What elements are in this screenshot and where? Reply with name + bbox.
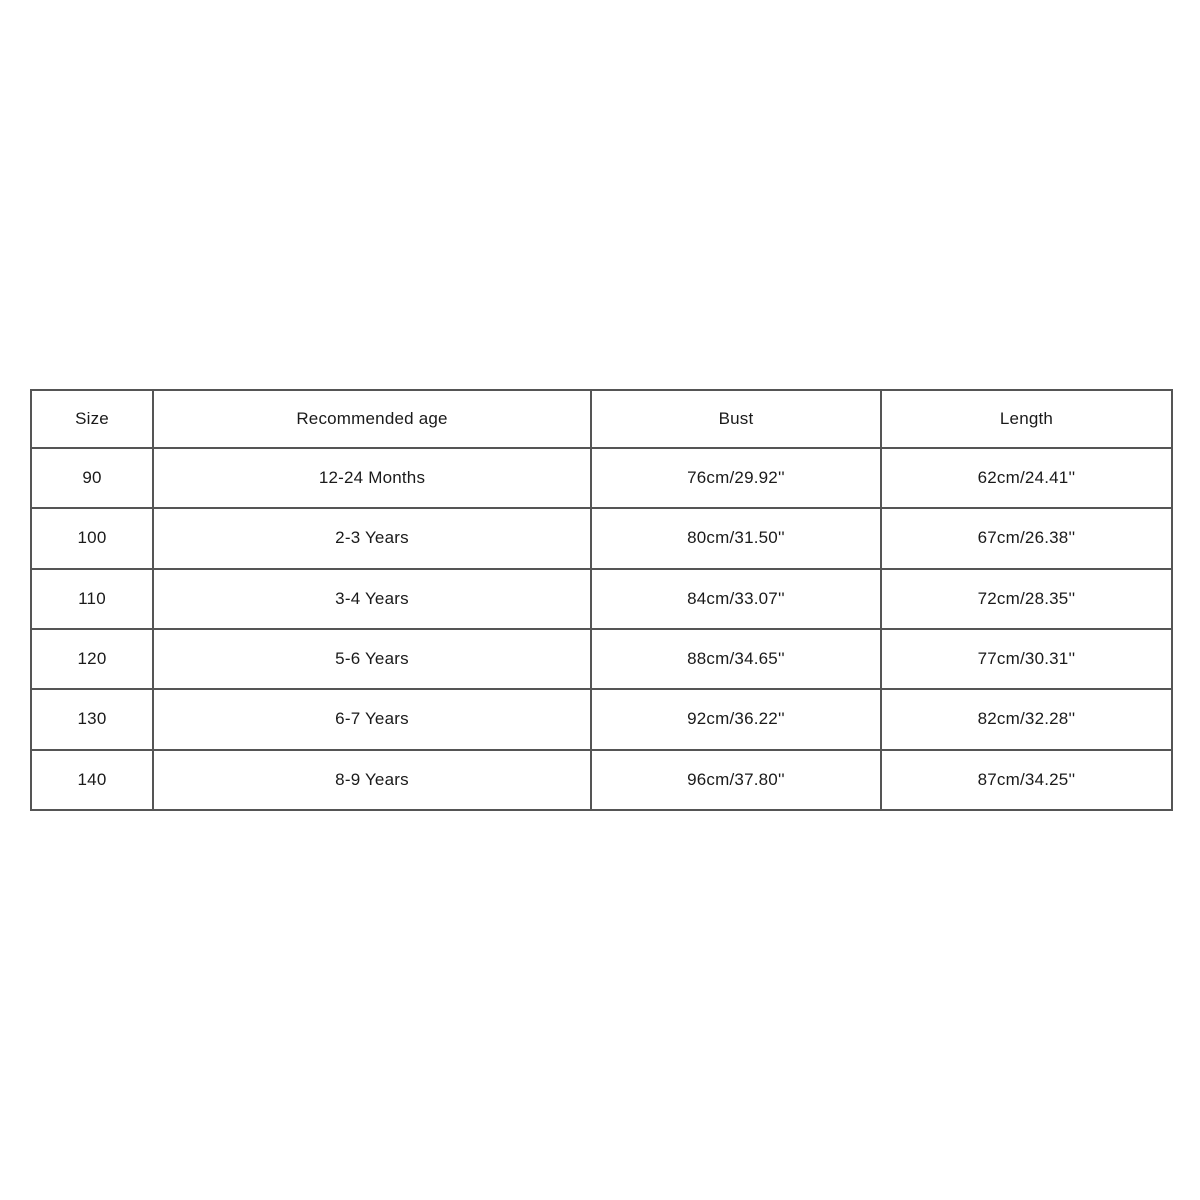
cell-recommended-age: 5-6 Years [153, 629, 591, 689]
header-length: Length [881, 390, 1172, 448]
header-bust: Bust [591, 390, 881, 448]
cell-length: 72cm/28.35'' [881, 569, 1172, 629]
header-recommended-age: Recommended age [153, 390, 591, 448]
cell-bust: 80cm/31.50'' [591, 508, 881, 568]
table-row [31, 569, 1172, 629]
cell-recommended-age: 2-3 Years [153, 508, 591, 568]
cell-bust: 84cm/33.07'' [591, 569, 881, 629]
table-header-row [31, 390, 1172, 448]
table-row [31, 689, 1172, 749]
cell-size: 110 [31, 569, 153, 629]
cell-bust: 92cm/36.22'' [591, 689, 881, 749]
cell-size: 100 [31, 508, 153, 568]
cell-size: 140 [31, 750, 153, 810]
cell-recommended-age: 8-9 Years [153, 750, 591, 810]
size-chart-table [30, 389, 1173, 811]
cell-bust: 96cm/37.80'' [591, 750, 881, 810]
cell-size: 120 [31, 629, 153, 689]
table-row [31, 629, 1172, 689]
cell-length: 67cm/26.38'' [881, 508, 1172, 568]
cell-bust: 76cm/29.92'' [591, 448, 881, 508]
table-row [31, 448, 1172, 508]
table-row [31, 508, 1172, 568]
cell-recommended-age: 6-7 Years [153, 689, 591, 749]
header-size: Size [31, 390, 153, 448]
cell-size: 90 [31, 448, 153, 508]
cell-length: 82cm/32.28'' [881, 689, 1172, 749]
cell-length: 77cm/30.31'' [881, 629, 1172, 689]
cell-length: 87cm/34.25'' [881, 750, 1172, 810]
cell-length: 62cm/24.41'' [881, 448, 1172, 508]
cell-recommended-age: 12-24 Months [153, 448, 591, 508]
cell-recommended-age: 3-4 Years [153, 569, 591, 629]
cell-bust: 88cm/34.65'' [591, 629, 881, 689]
table-row [31, 750, 1172, 810]
cell-size: 130 [31, 689, 153, 749]
